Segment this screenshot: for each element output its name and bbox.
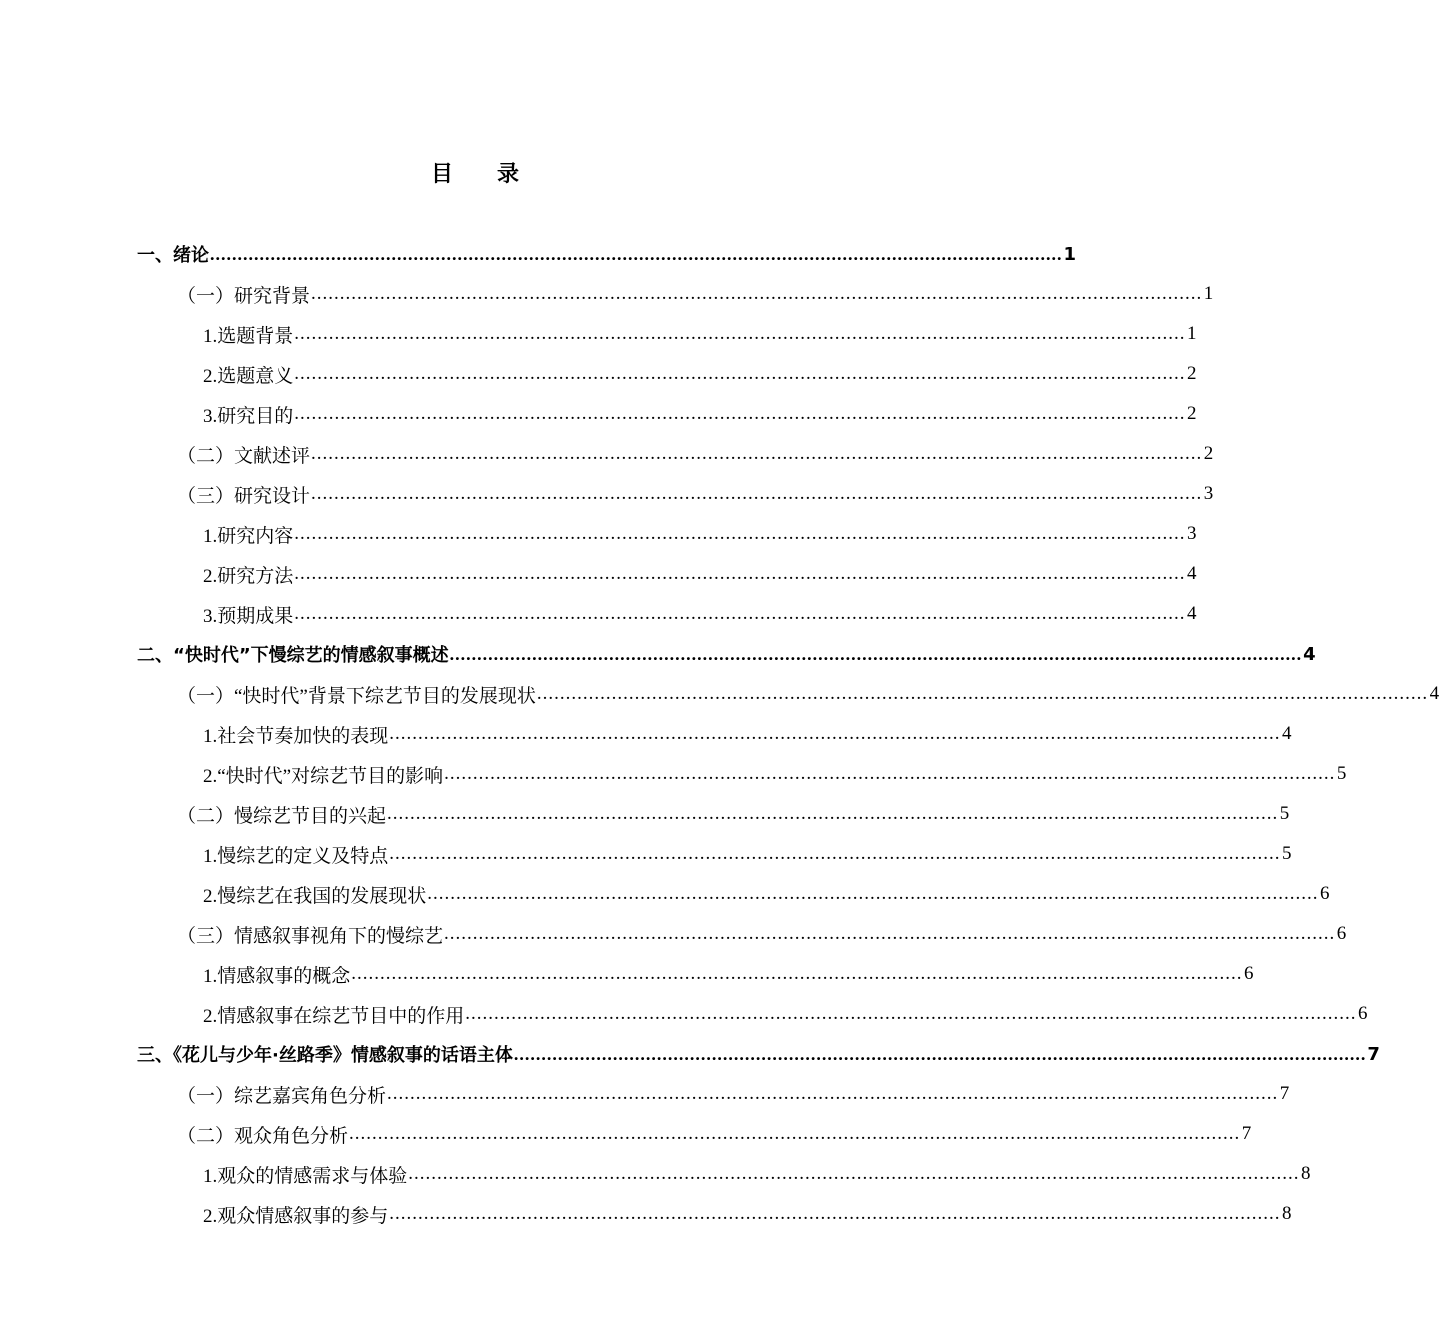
toc-entry[interactable] [203, 594, 1197, 634]
toc-dot-leader: ........................................................................................................................................................... [513, 1044, 1367, 1064]
toc-dot-leader: ........................................................................................................................................................... [311, 443, 1203, 464]
toc-entry[interactable] [177, 274, 1214, 314]
toc-entry[interactable] [203, 554, 1197, 594]
toc-entry[interactable] [203, 994, 1368, 1034]
toc-entry[interactable] [203, 874, 1330, 914]
toc-entry-label: 3.预期成果 [203, 601, 293, 628]
toc-entry[interactable] [177, 674, 1439, 714]
toc-entry-label: 1.慢综艺的定义及特点 [203, 841, 388, 868]
toc-entry-label: 一、绪论 [137, 241, 209, 267]
toc-entry-page-number: 1 [1203, 283, 1214, 304]
toc-entry-label: 2.“快时代”对综艺节目的影响 [203, 761, 443, 788]
toc-dot-leader: ........................................................................................................................................................... [389, 723, 1281, 744]
toc-entry-label: 2.选题意义 [203, 361, 293, 388]
toc-entry[interactable] [203, 394, 1197, 434]
toc-entry-label: 三、《花儿与少年·丝路季》情感叙事的话语主体 [137, 1041, 513, 1067]
toc-entry-page-number: 4 [1429, 683, 1439, 704]
toc-entry[interactable] [177, 474, 1214, 514]
toc-entry[interactable] [203, 354, 1197, 394]
toc-title-part2: 录 [497, 162, 520, 187]
toc-entry-page-number: 1 [1063, 243, 1077, 265]
toc-dot-leader: ........................................................................................................................................................... [294, 523, 1186, 544]
toc-title [0, 158, 950, 192]
toc-entry[interactable] [203, 754, 1347, 794]
toc-entry[interactable] [203, 714, 1292, 754]
toc-entry-label: （二）文献述评 [177, 441, 310, 468]
toc-entry[interactable] [203, 954, 1254, 994]
toc-entry[interactable] [203, 514, 1197, 554]
toc-entry-page-number: 2 [1187, 363, 1197, 384]
toc-entry[interactable] [203, 314, 1197, 354]
toc-entry-label: （一）研究背景 [177, 281, 310, 308]
toc-dot-leader: ........................................................................................................................................................... [210, 244, 1063, 264]
toc-entry-label: （一）“快时代”背景下综艺节目的发展现状 [177, 681, 536, 708]
toc-entry-page-number: 3 [1203, 483, 1214, 504]
toc-entry[interactable] [177, 1074, 1290, 1114]
toc-entry-label: （二）观众角色分析 [177, 1121, 348, 1148]
toc-entry-label: （三）研究设计 [177, 481, 310, 508]
toc-entry[interactable] [203, 1194, 1292, 1234]
toc-entry-page-number: 6 [1336, 923, 1347, 944]
toc-entry[interactable] [203, 834, 1292, 874]
toc-dot-leader: ........................................................................................................................................................... [427, 883, 1319, 904]
toc-entry-page-number: 6 [1320, 883, 1330, 904]
toc-entry-label: （二）慢综艺节目的兴起 [177, 801, 386, 828]
toc-dot-leader: ........................................................................................................................................................... [444, 923, 1336, 944]
toc-entry-page-number: 8 [1282, 1203, 1292, 1224]
toc-entry[interactable] [177, 434, 1214, 474]
toc-dot-leader: ........................................................................................................................................................... [294, 603, 1186, 624]
toc-dot-leader: ........................................................................................................................................................... [449, 644, 1303, 664]
toc-entry-page-number: 3 [1187, 523, 1197, 544]
toc-entry-page-number: 6 [1244, 963, 1254, 984]
toc-entry-label: 1.研究内容 [203, 521, 293, 548]
toc-dot-leader: ........................................................................................................................................................... [294, 563, 1186, 584]
toc-entry-label: 2.慢综艺在我国的发展现状 [203, 881, 426, 908]
toc-dot-leader: ........................................................................................................................................................... [311, 483, 1203, 504]
toc-dot-leader: ........................................................................................................................................................... [294, 403, 1186, 424]
toc-dot-leader: ........................................................................................................................................................... [351, 963, 1243, 984]
toc-entry-page-number: 5 [1336, 763, 1347, 784]
toc-entry[interactable] [137, 1034, 1380, 1074]
toc-entry-page-number: 7 [1367, 1043, 1380, 1065]
toc-dot-leader: ........................................................................................................................................................... [444, 763, 1336, 784]
toc-entry-page-number: 1 [1187, 323, 1197, 344]
toc-entry[interactable] [177, 794, 1290, 834]
toc-entry-page-number: 2 [1187, 403, 1197, 424]
toc-entry-page-number: 5 [1282, 843, 1292, 864]
toc-dot-leader: ........................................................................................................................................................... [389, 1203, 1281, 1224]
toc-entry-label: 二、“快时代”下慢综艺的情感叙事概述 [137, 641, 449, 667]
toc-entry-label: 2.研究方法 [203, 561, 293, 588]
toc-entry-page-number: 7 [1241, 1123, 1252, 1144]
toc-dot-leader: ........................................................................................................................................................... [294, 323, 1186, 344]
toc-entry[interactable] [177, 1114, 1252, 1154]
toc-entry-page-number: 4 [1187, 603, 1197, 624]
table-of-contents [0, 234, 1439, 1234]
toc-entry[interactable] [137, 234, 1077, 274]
toc-dot-leader: ........................................................................................................................................................... [387, 1083, 1279, 1104]
toc-entry[interactable] [137, 634, 1316, 674]
toc-dot-leader: ........................................................................................................................................................... [349, 1123, 1241, 1144]
toc-dot-leader: ........................................................................................................................................................... [387, 803, 1279, 824]
toc-entry-label: 1.社会节奏加快的表现 [203, 721, 388, 748]
toc-dot-leader: ........................................................................................................................................................... [536, 683, 1429, 704]
toc-entry-label: （三）情感叙事视角下的慢综艺 [177, 921, 443, 948]
toc-dot-leader: ........................................................................................................................................................... [311, 283, 1203, 304]
toc-dot-leader: ........................................................................................................................................................... [389, 843, 1281, 864]
toc-entry-page-number: 6 [1358, 1003, 1368, 1024]
toc-entry-page-number: 4 [1303, 643, 1316, 665]
toc-dot-leader: ........................................................................................................................................................... [465, 1003, 1357, 1024]
toc-entry-page-number: 5 [1279, 803, 1290, 824]
toc-entry[interactable] [203, 1154, 1311, 1194]
toc-entry-page-number: 2 [1203, 443, 1214, 464]
toc-dot-leader: ........................................................................................................................................................... [408, 1163, 1300, 1184]
toc-entry[interactable] [177, 914, 1347, 954]
toc-entry-page-number: 4 [1187, 563, 1197, 584]
toc-entry-label: 1.情感叙事的概念 [203, 961, 350, 988]
toc-entry-label: 1.选题背景 [203, 321, 293, 348]
toc-entry-page-number: 7 [1279, 1083, 1290, 1104]
toc-entry-label: 2.观众情感叙事的参与 [203, 1201, 388, 1228]
toc-entry-label: 1.观众的情感需求与体验 [203, 1161, 407, 1188]
toc-entry-label: 3.研究目的 [203, 401, 293, 428]
toc-title-part1: 目 [430, 162, 453, 187]
toc-entry-page-number: 4 [1282, 723, 1292, 744]
toc-entry-label: （一）综艺嘉宾角色分析 [177, 1081, 386, 1108]
toc-entry-label: 2.情感叙事在综艺节目中的作用 [203, 1001, 464, 1028]
toc-entry-page-number: 8 [1301, 1163, 1311, 1184]
toc-dot-leader: ........................................................................................................................................................... [294, 363, 1186, 384]
